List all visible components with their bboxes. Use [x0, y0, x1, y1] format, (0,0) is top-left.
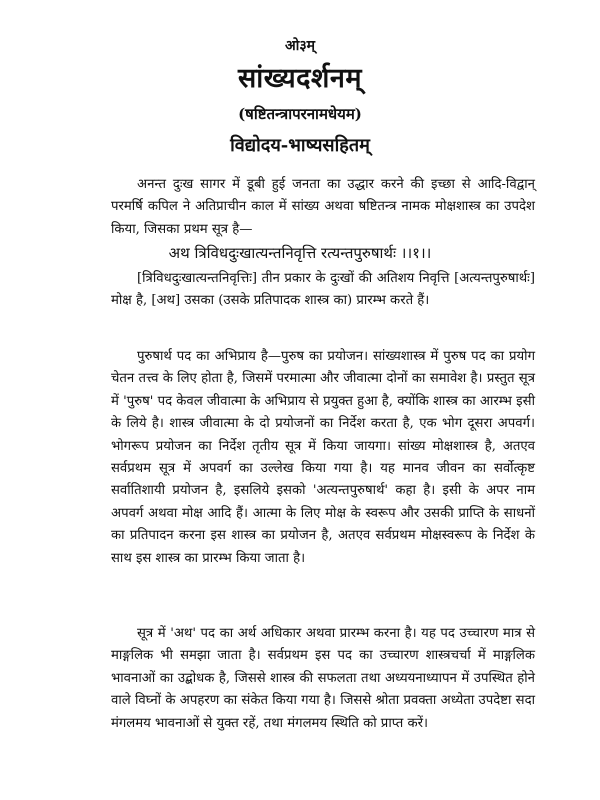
page-subtitle: (षष्टितन्त्रापरनामधेयम) — [238, 105, 362, 123]
paragraph-sutra-meaning: [त्रिविधदुःखात्यन्तनिवृत्तिः] तीन प्रकार के दुःखों की अतिशय निवृत्ति [अत्यन्तपुरुषार्थः] मोक्ष है, [अथ] उसका (उसके प्रतिपादक शास्त्र का) प्रारम्भ करते हैं। — [111, 271, 535, 309]
paragraph-atha: सूत्र में 'अथ' पद का अर्थ अधिकार अथवा प्रारम्भ करना है। यह पद उच्चारण मात्र से माङ्गलिक भी समझा जाता है। सर्वप्रथम इस पद का उच्चारण शास्त्रचर्चा में माङ्गलिक भावनाओं का उद्बोधक है, जिससे शास्त्र की सफलता तथा अध्ययनाध्यापन में उपस्थित होने वाले विघ्नों के अपहरण का संकेत किया गया है। जिससे श्रोता प्रवक्ता अध्येता उपदेष्टा सदा मंगलमय भावनाओं से युक्त रहें, तथा मंगलमय स्थिति को प्राप्त करें। — [111, 626, 535, 731]
section-heading: विद्योदय-भाष्यसहितम् — [230, 135, 370, 156]
sutra-verse: अथ त्रिविधदुःखात्यन्तनिवृत्ति रत्यन्तपुरुषार्थः ।।१।। — [168, 244, 432, 262]
paragraph-purushartha: पुरुषार्थ पद का अभिप्राय है—पुरुष का प्रयोजन। सांख्यशास्त्र में पुरुष पद का प्रयोग चेतन तत्त्व के लिए होता है, जिसमें परमात्मा और जीवात्मा दोनों का समावेश है। प्रस्तुत सूत्र में 'पुरुष' पद केवल जीवात्मा के अभिप्राय से प्रयुक्त हुआ है, क्योंकि शास्त्र का आरम्भ इसी के लिये है। शास्त्र जीवात्मा के दो प्रयोजनों का निर्देश करता है, एक भोग दूसरा अपवर्ग। भोगरूप प्रयोजन का निर्देश तृतीय सूत्र में किया जायगा। सांख्य मोक्षशास्त्र है, अतएव सर्वप्रथम सूत्र में अपवर्ग का उल्लेख किया गया है। यह मानव जीवन का सर्वोत्कृष्ट सर्वातिशायी प्रयोजन है, इसलिये इसको 'अत्यन्तपुरुषार्थ' कहा है। इसी के अपर नाम अपवर्ग अथवा मोक्ष आदि हैं। आत्मा के लिए मोक्ष के स्वरूप और उसकी प्राप्ति के साधनों का प्रतिपादन करना इस शास्त्र का प्रयोजन है, अतएव सर्वप्रथम मोक्षस्वरूप के निर्देश के साथ इस शास्त्र का प्रारम्भ किया जाता है। — [111, 349, 535, 566]
page-title: सांख्यदर्शनम् — [237, 63, 363, 94]
om-invocation: ओ३म् — [285, 38, 315, 54]
paragraph-intro: अनन्त दुःख सागर में डूबी हुई जनता का उद्धार करने की इच्छा से आदि-विद्वान् परमर्षि कपिल ने अतिप्राचीन काल में सांख्य अथवा षष्टितन्त्र नामक मोक्षशास्त्र का उपदेश किया, जिसका प्रथम सूत्र है— — [111, 177, 535, 237]
